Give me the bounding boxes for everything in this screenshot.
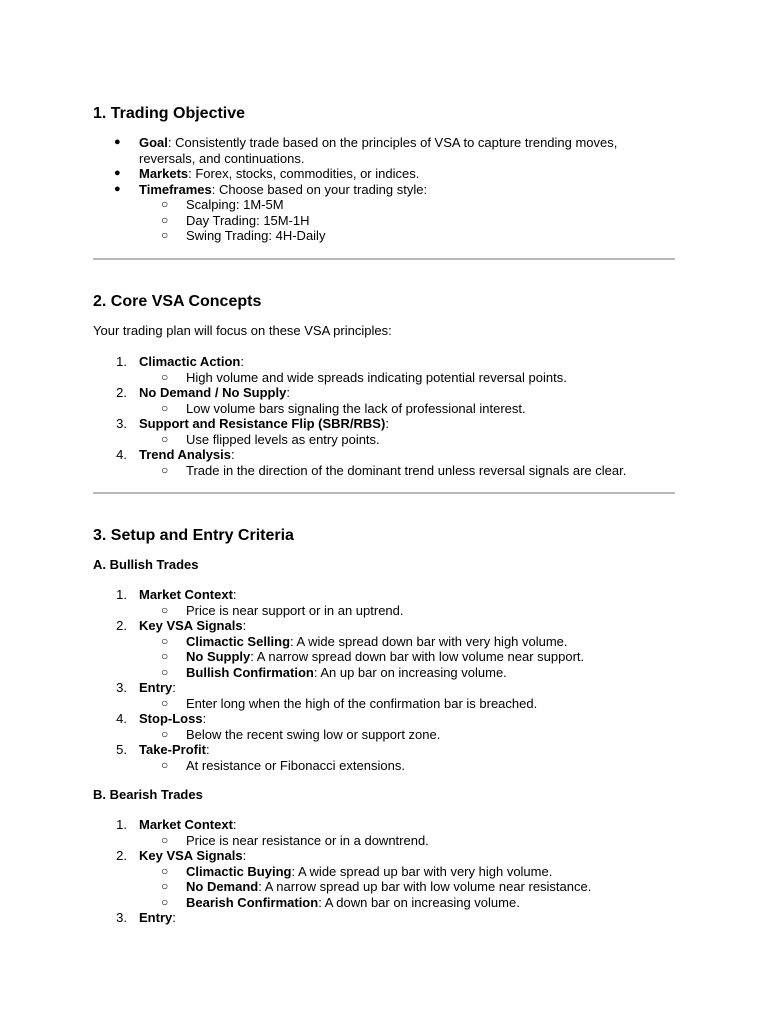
- colon: :: [232, 587, 237, 602]
- criteria-label: Key VSA Signals: [139, 848, 243, 863]
- sublist: [139, 401, 675, 417]
- list-number: 4.: [116, 447, 127, 462]
- list-number: 3.: [116, 910, 127, 925]
- criteria-label: Key VSA Signals: [139, 618, 243, 633]
- sub-item: ○ Price is near resistance or in a downtrend.: [139, 833, 675, 849]
- list-item: [93, 587, 675, 618]
- section-1-title: 1. Trading Objective: [93, 105, 246, 122]
- objective-list: [93, 135, 675, 244]
- signal-text: : A narrow spread down bar with low volume near support.: [250, 649, 585, 664]
- bearish-list: [93, 817, 675, 926]
- sub-item: ○ Low volume bars signaling the lack of professional interest.: [139, 401, 675, 417]
- criteria-label: Entry: [139, 680, 173, 695]
- sub-item: [139, 864, 675, 880]
- section-2-intro: Your trading plan will focus on these VSA principles:: [93, 322, 392, 338]
- timeframe-item: ○ Swing Trading: 4H-Daily: [139, 228, 675, 244]
- list-item: [93, 742, 675, 773]
- signal-label: No Demand: [186, 879, 259, 894]
- criteria-label: Market Context: [139, 587, 233, 602]
- bearish-subtitle: B. Bearish Trades: [93, 787, 203, 802]
- sub-item: ○ Below the recent swing low or support zone.: [139, 727, 675, 743]
- sublist: [139, 833, 675, 849]
- list-number: 3.: [116, 680, 127, 695]
- list-item-timeframes: [93, 182, 675, 244]
- list-item: [93, 680, 675, 711]
- list-number: 1.: [116, 354, 127, 369]
- sublist: [139, 432, 675, 448]
- sublist: [139, 758, 675, 774]
- signal-label: Bearish Confirmation: [186, 894, 319, 910]
- colon: :: [231, 447, 235, 462]
- concept-label: Trend Analysis: [139, 447, 231, 462]
- colon: :: [172, 910, 176, 925]
- sublist: [139, 463, 675, 479]
- timeframes-text: : Choose based on your trading style:: [211, 181, 428, 197]
- sub-item: ○ High volume and wide spreads indicating potential reversal points.: [139, 370, 675, 386]
- sublist: [139, 603, 675, 619]
- colon: :: [232, 817, 237, 832]
- concept-label: No Demand / No Supply: [139, 385, 287, 400]
- list-number: 2.: [116, 848, 127, 863]
- colon: :: [286, 385, 290, 400]
- list-item: [93, 416, 675, 447]
- criteria-label: Entry: [139, 910, 173, 925]
- signal-label: Climactic Buying: [186, 863, 292, 879]
- bullish-subtitle: A. Bullish Trades: [93, 557, 199, 572]
- list-item: [93, 618, 675, 680]
- signal-text: : A narrow spread up bar with low volume near resistance.: [258, 879, 592, 894]
- section-2-title: 2. Core VSA Concepts: [93, 292, 262, 310]
- sublist: [139, 634, 675, 681]
- colon: :: [242, 848, 247, 863]
- sub-item: [139, 879, 675, 895]
- list-item-markets: [93, 166, 675, 182]
- sublist: [139, 370, 675, 386]
- list-item-goal: [93, 135, 675, 166]
- list-item: [93, 711, 675, 742]
- list-number: 5.: [116, 742, 127, 757]
- colon: :: [242, 618, 247, 633]
- sub-item: ○ Use flipped levels as entry points.: [139, 432, 675, 448]
- sub-item: [139, 649, 675, 665]
- list-item: [93, 385, 675, 416]
- sublist: [139, 864, 675, 911]
- vsa-concepts-list: [93, 354, 675, 478]
- sub-item: ○ Enter long when the high of the confirmation bar is breached.: [139, 696, 675, 712]
- list-item: [93, 354, 675, 385]
- colon: :: [205, 742, 210, 757]
- criteria-label: Stop-Loss: [139, 711, 203, 726]
- list-number: 2.: [116, 618, 127, 633]
- colon: :: [202, 711, 207, 726]
- sub-item: ○ Price is near support or in an uptrend.: [139, 603, 675, 619]
- timeframe-item: ○ Scalping: 1M-5M: [139, 197, 675, 213]
- sub-item: ○ At resistance or Fibonacci extensions.: [139, 758, 675, 774]
- colon: :: [240, 354, 244, 369]
- timeframes-sublist: [139, 197, 675, 244]
- markets-label: Markets: [139, 166, 189, 181]
- signal-text: : A down bar on increasing volume.: [318, 894, 520, 910]
- signal-label: No Supply: [186, 649, 251, 664]
- list-number: 1.: [116, 817, 127, 832]
- sub-item: [139, 895, 675, 911]
- list-item: [93, 817, 675, 848]
- sublist: [139, 727, 675, 743]
- list-number: 2.: [116, 385, 127, 400]
- list-number: 4.: [116, 711, 127, 726]
- sublist: [139, 696, 675, 712]
- colon: :: [172, 680, 176, 695]
- bullish-list: [93, 587, 675, 773]
- list-number: 1.: [116, 587, 127, 602]
- section-3-title: 3. Setup and Entry Criteria: [93, 527, 294, 544]
- signal-label: Climactic Selling: [186, 633, 291, 649]
- signal-text: : An up bar on increasing volume.: [313, 664, 507, 680]
- list-item: [93, 848, 675, 910]
- goal-text: : Consistently trade based on the principles of VSA to capture trending moves, reversals, and continuations.: [139, 135, 618, 166]
- signal-text: : A wide spread up bar with very high volume.: [291, 863, 553, 879]
- goal-label: Goal: [139, 135, 168, 150]
- list-item: [93, 910, 675, 926]
- sub-item: [139, 634, 675, 650]
- sub-item: ○ Trade in the direction of the dominant trend unless reversal signals are clear.: [139, 463, 675, 479]
- concept-label: Support and Resistance Flip (SBR/RBS): [139, 416, 386, 431]
- colon: :: [385, 416, 389, 431]
- signal-text: : A wide spread down bar with very high volume.: [290, 633, 568, 649]
- list-item: [93, 447, 675, 478]
- concept-label: Climactic Action: [139, 354, 241, 369]
- document-content: [93, 104, 675, 926]
- criteria-label: Market Context: [139, 817, 233, 832]
- sub-item: [139, 665, 675, 681]
- list-number: 3.: [116, 416, 127, 431]
- timeframe-item: ○ Day Trading: 15M-1H: [139, 213, 675, 229]
- markets-text: : Forex, stocks, commodities, or indices.: [188, 166, 420, 181]
- timeframes-label: Timeframes: [139, 181, 212, 197]
- signal-label: Bullish Confirmation: [186, 664, 314, 680]
- criteria-label: Take-Profit: [139, 742, 206, 757]
